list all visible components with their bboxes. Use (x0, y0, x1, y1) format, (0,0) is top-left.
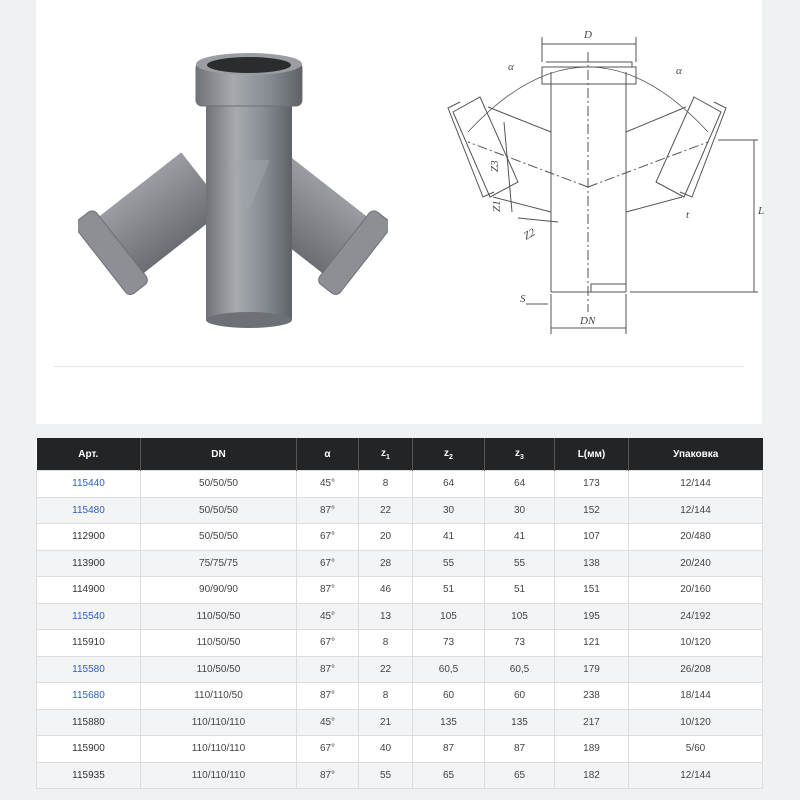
cell-pack: 12/144 (629, 762, 763, 789)
cell-z1: 20 (359, 524, 413, 551)
header-art: Арт. (37, 438, 141, 471)
product-photo (78, 40, 388, 340)
table-row (37, 630, 763, 657)
cell-l: 217 (555, 709, 629, 736)
label-t: t (686, 209, 690, 221)
table-header-row (37, 438, 763, 471)
cell-l: 152 (555, 497, 629, 524)
cell-z2: 51 (413, 577, 485, 604)
table-row (37, 524, 763, 551)
cell-l: 138 (555, 550, 629, 577)
label-z2: Z2 (521, 226, 538, 243)
cell-pack: 18/144 (629, 683, 763, 710)
cell-alpha: 67° (297, 550, 359, 577)
header-z3: $z_3$ (485, 438, 555, 471)
cell-pack: 5/60 (629, 736, 763, 763)
cell-l: 121 (555, 630, 629, 657)
label-alpha-left: α (508, 61, 514, 73)
cell-alpha: 67° (297, 736, 359, 763)
cell-dn: 75/75/75 (141, 550, 297, 577)
cell-art: 115935 (37, 762, 141, 789)
cell-z1: 13 (359, 603, 413, 630)
cell-art: 113900 (37, 550, 141, 577)
cell-z2: 105 (413, 603, 485, 630)
cell-z2: 30 (413, 497, 485, 524)
cell-pack: 20/240 (629, 550, 763, 577)
label-l: L (758, 205, 765, 217)
cell-pack: 20/160 (629, 577, 763, 604)
table-row (37, 709, 763, 736)
cell-z1: 8 (359, 471, 413, 498)
label-d: D (584, 29, 592, 41)
cell-z3: 105 (485, 603, 555, 630)
header-dn: DN (141, 438, 297, 471)
cell-z2: 64 (413, 471, 485, 498)
cell-dn: 50/50/50 (141, 524, 297, 551)
cell-z2: 135 (413, 709, 485, 736)
cell-dn: 110/50/50 (141, 630, 297, 657)
cell-alpha: 87° (297, 577, 359, 604)
cell-dn: 110/110/110 (141, 762, 297, 789)
cell-pack: 20/480 (629, 524, 763, 551)
cell-z3: 30 (485, 497, 555, 524)
cell-z3: 64 (485, 471, 555, 498)
cell-alpha: 87° (297, 656, 359, 683)
cell-z3: 135 (485, 709, 555, 736)
cell-alpha: 45° (297, 709, 359, 736)
cell-dn: 110/110/50 (141, 683, 297, 710)
label-z1: Z1 (491, 200, 503, 212)
cell-z3: 60,5 (485, 656, 555, 683)
cell-alpha: 87° (297, 762, 359, 789)
cell-l: 189 (555, 736, 629, 763)
cell-z1: 40 (359, 736, 413, 763)
specs-table-container (36, 438, 762, 788)
cell-art[interactable]: 115480 (37, 497, 141, 524)
header-pack: Упаковка (629, 438, 763, 471)
cell-l: 107 (555, 524, 629, 551)
cell-l: 179 (555, 656, 629, 683)
cell-z2: 60,5 (413, 656, 485, 683)
cell-alpha: 87° (297, 497, 359, 524)
cell-art[interactable]: 115440 (37, 471, 141, 498)
cell-z2: 73 (413, 630, 485, 657)
cell-z3: 65 (485, 762, 555, 789)
cell-art: 112900 (37, 524, 141, 551)
cell-z1: 55 (359, 762, 413, 789)
cell-z1: 22 (359, 497, 413, 524)
cell-dn: 90/90/90 (141, 577, 297, 604)
header-alpha: α (297, 438, 359, 471)
cell-l: 182 (555, 762, 629, 789)
cell-z3: 87 (485, 736, 555, 763)
cell-z1: 46 (359, 577, 413, 604)
cell-art[interactable]: 115580 (37, 656, 141, 683)
table-row (37, 683, 763, 710)
header-z2: $z_2$ (413, 438, 485, 471)
cell-dn: 110/50/50 (141, 603, 297, 630)
table-row (37, 656, 763, 683)
cell-alpha: 87° (297, 683, 359, 710)
cell-dn: 50/50/50 (141, 497, 297, 524)
cell-art: 115880 (37, 709, 141, 736)
header-l: L(мм) (555, 438, 629, 471)
cell-l: 173 (555, 471, 629, 498)
table-row (37, 550, 763, 577)
cell-alpha: 67° (297, 524, 359, 551)
cell-pack: 12/144 (629, 471, 763, 498)
label-s: S (520, 293, 526, 305)
label-alpha-right: α (676, 65, 682, 77)
cell-alpha: 67° (297, 630, 359, 657)
table-row (37, 762, 763, 789)
cell-z2: 87 (413, 736, 485, 763)
specs-table (36, 438, 763, 789)
cell-z3: 73 (485, 630, 555, 657)
label-z3: Z3 (489, 160, 501, 172)
table-row (37, 471, 763, 498)
cell-z3: 55 (485, 550, 555, 577)
cell-dn: 110/110/110 (141, 736, 297, 763)
label-dn: DN (580, 315, 596, 327)
cell-art[interactable]: 115680 (37, 683, 141, 710)
header-z1: $z_1$ (359, 438, 413, 471)
cell-l: 151 (555, 577, 629, 604)
product-card (36, 0, 765, 424)
cell-z1: 8 (359, 630, 413, 657)
cell-dn: 110/50/50 (141, 656, 297, 683)
cell-z3: 60 (485, 683, 555, 710)
cell-art: 114900 (37, 577, 141, 604)
cell-z2: 55 (413, 550, 485, 577)
table-row (37, 577, 763, 604)
cell-z1: 28 (359, 550, 413, 577)
cell-z3: 51 (485, 577, 555, 604)
table-row (37, 603, 763, 630)
cell-z2: 60 (413, 683, 485, 710)
divider (54, 366, 744, 367)
cell-z2: 41 (413, 524, 485, 551)
cell-pack: 24/192 (629, 603, 763, 630)
cell-art: 115900 (37, 736, 141, 763)
cell-z2: 65 (413, 762, 485, 789)
cell-pack: 10/120 (629, 709, 763, 736)
cell-dn: 50/50/50 (141, 471, 297, 498)
cell-alpha: 45° (297, 471, 359, 498)
cell-pack: 10/120 (629, 630, 763, 657)
technical-drawing (408, 22, 766, 340)
cell-alpha: 45° (297, 603, 359, 630)
cell-pack: 12/144 (629, 497, 763, 524)
cell-z1: 22 (359, 656, 413, 683)
cell-art[interactable]: 115540 (37, 603, 141, 630)
cell-l: 238 (555, 683, 629, 710)
table-body (37, 471, 763, 789)
cell-l: 195 (555, 603, 629, 630)
cell-dn: 110/110/110 (141, 709, 297, 736)
table-row (37, 497, 763, 524)
table-row (37, 736, 763, 763)
cell-z1: 21 (359, 709, 413, 736)
cell-z3: 41 (485, 524, 555, 551)
cell-pack: 26/208 (629, 656, 763, 683)
cell-art: 115910 (37, 630, 141, 657)
cell-z1: 8 (359, 683, 413, 710)
